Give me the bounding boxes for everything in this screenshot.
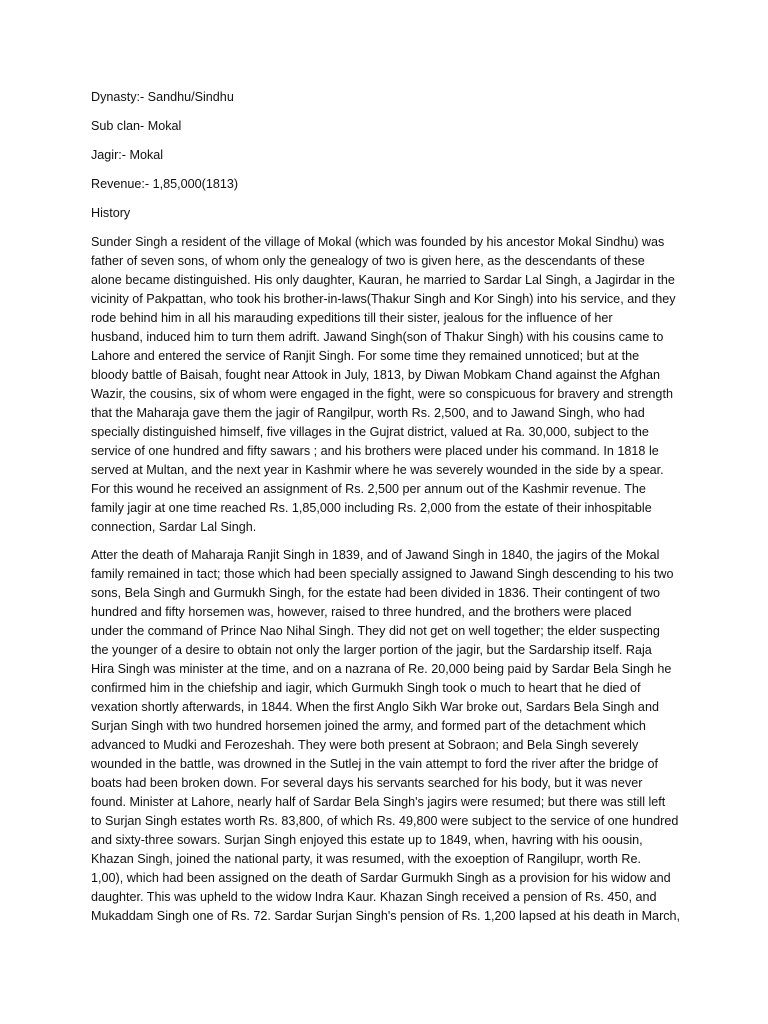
paragraph-line: Khazan Singh, joined the national party, it was resumed, with the exoeption of Rangilupr, worth Re.: [91, 852, 642, 866]
paragraph-line: family jagir at one time reached Rs. 1,85,000 including Rs. 2,000 from the estate of their inhospitable: [91, 501, 652, 515]
paragraph-line: hundred and fifty horsemen was, however, raised to three hundred, and the brothers were placed: [91, 605, 632, 619]
paragraph-line: husband, induced him to turn them adrift. Jawand Singh(son of Thakur Singh) with his cousins came to: [91, 330, 664, 344]
history-paragraph-2: [91, 546, 681, 926]
paragraph-line: boats had been broken down. For several days his servants searched for his body, but it was never: [91, 776, 643, 790]
revenue-line: Revenue:- 1,85,000(1813): [91, 177, 239, 191]
paragraph-line: Mukaddam Singh one of Rs. 72. Sardar Surjan Singh's pension of Rs. 1,200 lapsed at his death in March,: [91, 909, 681, 923]
paragraph-line: alone became distinguished. His only daughter, Kauran, he married to Sardar Lal Singh, a Jagirdar in the: [91, 273, 675, 287]
paragraph-line: that the Maharaja gave them the jagir of Rangilpur, worth Rs. 2,500, and to Jawand Singh, who had: [91, 406, 645, 420]
paragraph-line: found. Minister at Lahore, nearly half of Sardar Bela Singh's jagirs were resumed; but there was still left: [91, 795, 666, 809]
paragraph-line: the younger of a desire to obtain not only the larger portion of the jagir, but the Sardarship itself. Raja: [91, 643, 652, 657]
paragraph-line: Surjan Singh with two hundred horsemen joined the army, and formed part of the detachment which: [91, 719, 646, 733]
paragraph-line: Hira Singh was minister at the time, and on a nazrana of Re. 20,000 being paid by Sardar Bela Singh he: [91, 662, 672, 676]
document-page: [91, 88, 681, 935]
paragraph-line: family remained in tact; those which had been specially assigned to Jawand Singh descending to his two: [91, 567, 674, 581]
paragraph-line: to Surjan Singh estates worth Rs. 83,800, of which Rs. 49,800 were subject to the service of one hundred: [91, 814, 679, 828]
paragraph-line: rode behind him in all his marauding expeditions till their sister, jealous for the influence of her: [91, 311, 613, 325]
paragraph-line: 1,00), which had been assigned on the death of Sardar Gurmukh Singh as a provision for his widow and: [91, 871, 671, 885]
history-body: [91, 233, 681, 926]
sub-clan-line: Sub clan- Mokal: [91, 119, 182, 133]
paragraph-line: Sunder Singh a resident of the village of Mokal (which was founded by his ancestor Mokal Sindhu) was: [91, 235, 665, 249]
paragraph-line: bloody battle of Baisah, fought near Attook in July, 1813, by Diwan Mobkam Chand against the Afghan: [91, 368, 660, 382]
paragraph-line: Lahore and entered the service of Ranjit Singh. For some time they remained unnoticed; but at the: [91, 349, 640, 363]
history-heading: History: [91, 206, 131, 220]
paragraph-line: served at Multan, and the next year in Kashmir where he was severely wounded in the side by a spear.: [91, 463, 664, 477]
paragraph-line: father of seven sons, of whom only the genealogy of two is given here, as the descendants of these: [91, 254, 645, 268]
paragraph-line: Atter the death of Maharaja Ranjit Singh in 1839, and of Jawand Singh in 1840, the jagirs of the Mokal: [91, 548, 660, 562]
paragraph-line: under the command of Prince Nao Nihal Singh. They did not get on well together; the elder suspecting: [91, 624, 660, 638]
paragraph-line: specially distinguished himself, five villages in the Gujrat district, valued at Ra. 30,000, subject to the: [91, 425, 649, 439]
paragraph-line: sons, Bela Singh and Gurmukh Singh, for the estate had been divided in 1836. Their contingent of two: [91, 586, 660, 600]
dynasty-line: Dynasty:- Sandhu/Sindhu: [91, 90, 234, 104]
paragraph-line: For this wound he received an assignment of Rs. 2,500 per annum out of the Kashmir revenue. The: [91, 482, 646, 496]
paragraph-line: vicinity of Pakpattan, who took his brother-in-laws(Thakur Singh and Kor Singh) into his service, and they: [91, 292, 676, 306]
jagir-line: Jagir:- Mokal: [91, 148, 164, 162]
paragraph-line: wounded in the battle, was drowned in the Sutlej in the vain attempt to ford the river after the bridge of: [91, 757, 659, 771]
history-paragraph-1: [91, 233, 676, 537]
paragraph-line: vexation shortly afterwards, in 1844. When the first Anglo Sikh War broke out, Sardars Bela Singh and: [91, 700, 659, 714]
paragraph-line: Wazir, the cousins, six of whom were engaged in the fight, were so conspicuous for bravery and strength: [91, 387, 673, 401]
paragraph-line: advanced to Mudki and Ferozeshah. They were both present at Sobraon; and Bela Singh severely: [91, 738, 639, 752]
paragraph-line: daughter. This was upheld to the widow Indra Kaur. Khazan Singh received a pension of Rs. 450, and: [91, 890, 657, 904]
paragraph-line: confirmed him in the chiefship and iagir, which Gurmukh Singh took o much to heart that he died of: [91, 681, 641, 695]
paragraph-line: and sixty-three sowars. Surjan Singh enjoyed this estate up to 1849, when, havring with his oousin,: [91, 833, 643, 847]
paragraph-line: service of one hundred and fifty sawars ; and his brothers were placed under his command. In 1818 le: [91, 444, 659, 458]
paragraph-line: connection, Sardar Lal Singh.: [91, 520, 257, 534]
